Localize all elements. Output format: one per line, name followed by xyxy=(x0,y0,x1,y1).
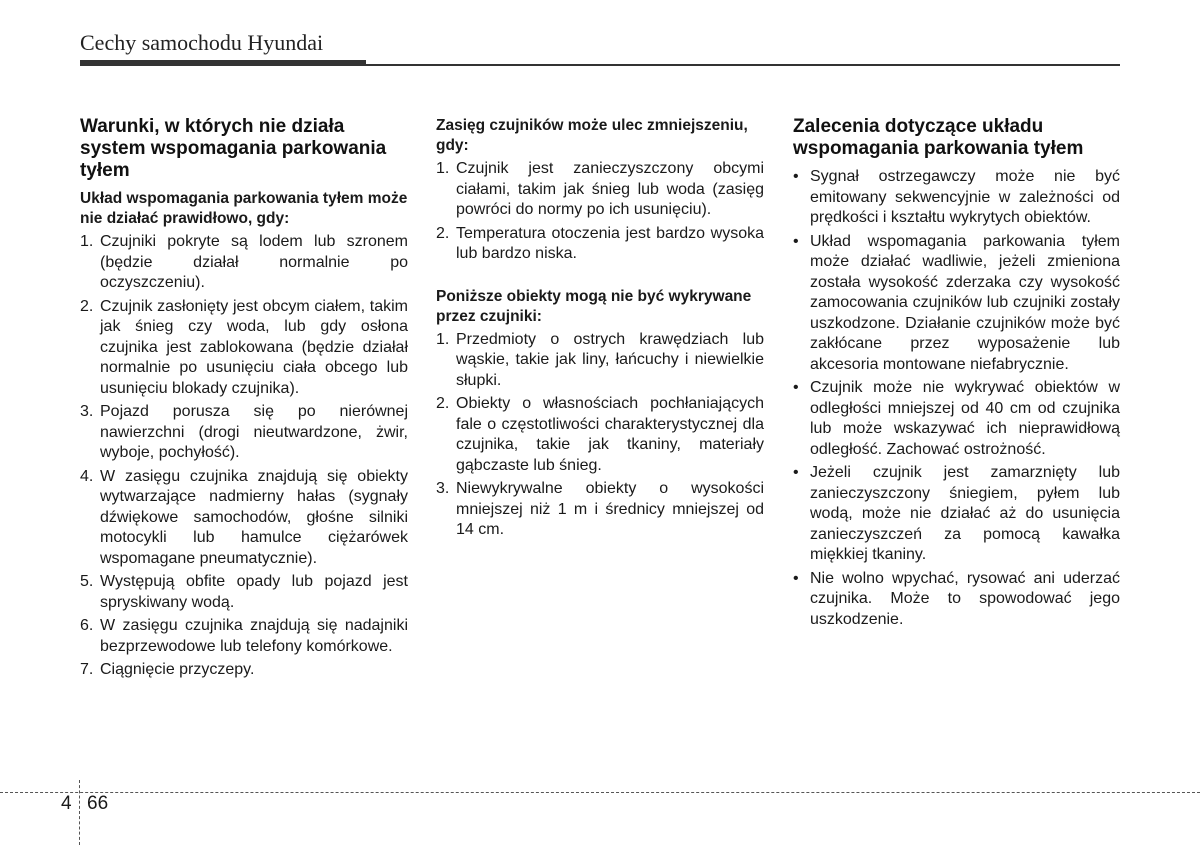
list-item xyxy=(436,159,764,221)
list-item-marker: 2. xyxy=(436,395,450,412)
list-item xyxy=(80,616,408,657)
undetected-objects-list xyxy=(436,330,764,541)
list-item xyxy=(793,463,1120,566)
column-1 xyxy=(80,116,408,684)
list-item-text: Czujniki pokryte są lodem lub szronem (będzie działał normalnie po oczyszczeniu). xyxy=(100,233,408,291)
list-item-marker: 1. xyxy=(436,330,450,348)
section-heading-recommendations: Zalecenia dotyczące układu wspomagania parkowania tyłem xyxy=(793,116,1084,159)
list-item-marker: 3. xyxy=(436,480,450,497)
list-item-marker: • xyxy=(793,464,799,481)
list-item xyxy=(793,378,1120,460)
list-item-marker: 1. xyxy=(436,160,450,177)
list-item xyxy=(80,297,408,400)
section-heading-conditions: Warunki, w których nie działa system wspomagania parkowania tyłem xyxy=(80,116,387,181)
list-item xyxy=(80,467,408,570)
column-2 xyxy=(436,116,764,544)
list-item-text: Występują obfite opady lub pojazd jest spryskiwany wodą. xyxy=(100,573,408,611)
list-item xyxy=(436,394,764,476)
chapter-number: 4 xyxy=(61,793,72,814)
list-item-marker: 5. xyxy=(80,573,94,590)
list-item-marker: • xyxy=(793,379,799,396)
list-item-text: Temperatura otoczenia jest bardzo wysoka lub bardzo niska. xyxy=(456,224,764,262)
list-item xyxy=(436,224,764,265)
list-item xyxy=(80,402,408,464)
list-item-text: Obiekty o własnościach pochłaniających fale o częstotliwości charakterystycznej dla czujnika, takie jak tkaniny, materiały gąbczaste lub śnieg. xyxy=(456,395,764,474)
list-item xyxy=(436,479,764,541)
list-item-text: Niewykrywalne obiekty o wysokości mniejszej niż 1 m i średnicy mniejszej od 14 cm. xyxy=(456,480,764,538)
header-rule-thin xyxy=(366,64,1120,66)
list-item-marker: 2. xyxy=(80,297,94,315)
conditions-list xyxy=(80,232,408,681)
list-item-marker: 4. xyxy=(80,467,94,485)
list-item xyxy=(80,660,408,681)
footer-dashed-line xyxy=(0,792,1200,793)
list-item-text: Ciągnięcie przyczepy. xyxy=(100,661,255,678)
list-item-text: Czujnik zasłonięty jest obcym ciałem, takim jak śnieg czy woda, lub gdy osłona czujnika jest zablokowana (będzie działał normalnie po usunięciu ciała obcego lub usunięciu blokady czujnika). xyxy=(100,297,408,397)
recommendations-list xyxy=(793,167,1120,630)
list-item-text: Czujnik jest zanieczyszczony obcymi ciałami, takim jak śnieg lub woda (zasięg powróci do normy po ich usunięciu). xyxy=(456,160,764,218)
list-item-marker: • xyxy=(793,569,799,587)
list-item-text: Jeżeli czujnik jest zamarznięty lub zanieczyszczony śniegiem, pyłem lub wodą, może nie działać aż do usunięcia zanieczyszczeń za pomocą kawałka miękkiej tkaniny. xyxy=(810,464,1120,563)
list-item-marker: 7. xyxy=(80,661,94,678)
list-item xyxy=(793,569,1120,631)
list-item xyxy=(80,232,408,294)
list-item-marker: 6. xyxy=(80,617,94,634)
list-item xyxy=(793,167,1120,229)
list-item-text: Przedmioty o ostrych krawędziach lub wąskie, takie jak liny, łańcuchy i niewielkie słupki. xyxy=(456,330,764,389)
list-item xyxy=(436,330,764,392)
footer-dashed-divider xyxy=(79,780,80,845)
range-list xyxy=(436,159,764,265)
list-item-text: Układ wspomagania parkowania tyłem może działać wadliwie, jeżeli zmieniona została wysokość zderzaka czy wysokość zamocowania czujników lub czujniki zostały uszkodzone. Działanie czujników może być zakłócane przez wyposażenie lub akcesoria montowane niefabrycznie. xyxy=(810,232,1120,373)
list-item-text: Nie wolno wpychać, rysować ani uderzać czujnika. Może to spowodować jego uszkodzenie. xyxy=(810,569,1120,628)
header-rule-thick xyxy=(80,60,366,66)
list-item xyxy=(793,232,1120,376)
subheading-malfunction: Układ wspomagania parkowania tyłem może nie działać prawidłowo, gdy: xyxy=(80,190,408,227)
list-item-text: Sygnał ostrzegawczy może nie być emitowany sekwencyjnie w zależności od prędkości i kształtu wykrytych obiektów. xyxy=(810,168,1120,226)
list-item-marker: 2. xyxy=(436,224,450,242)
list-item xyxy=(80,572,408,613)
list-item-text: Pojazd porusza się po nierównej nawierzchni (drogi nieutwardzone, żwir, wyboje, pochyłość). xyxy=(100,403,408,461)
subheading-range-reduced: Zasięg czujników może ulec zmniejszeniu, gdy: xyxy=(436,117,748,154)
list-item-marker: 3. xyxy=(80,403,94,420)
list-item-marker: • xyxy=(793,232,799,250)
subheading-undetected-objects: Poniższe obiekty mogą nie być wykrywane przez czujniki: xyxy=(436,287,752,325)
list-item-text: W zasięgu czujnika znajdują się obiekty wytwarzające nadmierny hałas (sygnały dźwiękowe samochodów, głośne silniki motocykli lub hamulce ciężarówek wspomagane pneumatycznie). xyxy=(100,467,408,567)
page-header-title: Cechy samochodu Hyundai xyxy=(80,30,324,55)
list-item-text: Czujnik może nie wykrywać obiektów w odległości mniejszej od 40 cm od czujnika lub może wskazywać ich nieprawidłową odległość. Zachować ostrożność. xyxy=(810,379,1120,458)
page-number: 66 xyxy=(87,793,109,814)
list-item-marker: • xyxy=(793,168,799,185)
list-item-text: W zasięgu czujnika znajdują się nadajniki bezprzewodowe lub telefony komórkowe. xyxy=(100,617,408,655)
column-3 xyxy=(793,116,1120,633)
list-item-marker: 1. xyxy=(80,233,94,250)
